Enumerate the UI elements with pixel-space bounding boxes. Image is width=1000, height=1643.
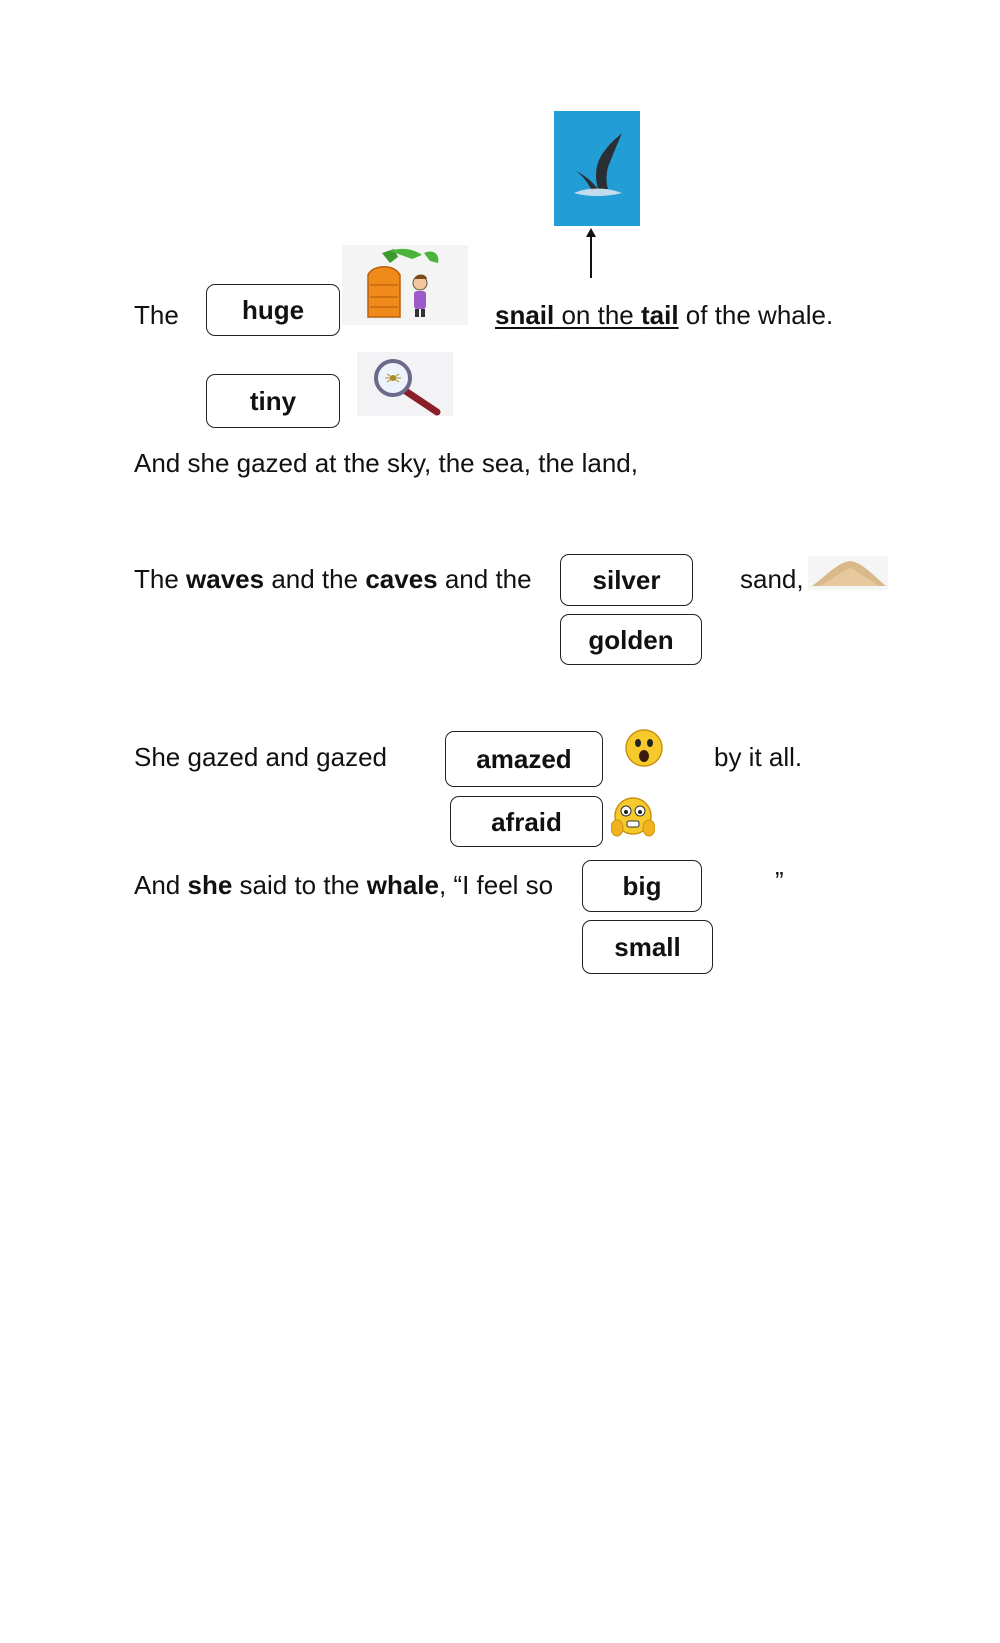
word-sand: sand, <box>740 564 804 594</box>
line4-end: by it all. <box>714 742 803 772</box>
closing-quote: ” <box>775 866 784 896</box>
line1-the: The <box>134 300 179 330</box>
line3-text <box>134 566 532 592</box>
word-the: The <box>134 564 187 594</box>
word-said-to-the: said to the <box>232 870 367 900</box>
word-snail: snail <box>495 300 555 330</box>
choice-huge[interactable]: huge <box>206 284 340 336</box>
line4-text: She gazed and gazed <box>134 742 387 772</box>
word-waves: waves <box>186 564 265 594</box>
line5-text <box>134 872 553 898</box>
choice-golden[interactable]: golden <box>560 614 702 665</box>
choice-big[interactable]: big <box>582 860 702 912</box>
line1-tail-sentence <box>495 302 833 328</box>
word-she: she <box>187 870 233 900</box>
word-and: And <box>134 870 188 900</box>
line2-text: And she gazed at the sky, the sea, the land, <box>134 448 638 478</box>
surprised-face-icon <box>624 728 664 768</box>
choice-tiny[interactable]: tiny <box>206 374 340 428</box>
word-of-the-whale: of the whale. <box>678 300 834 330</box>
choice-amazed[interactable]: amazed <box>445 731 603 787</box>
choice-afraid[interactable]: afraid <box>450 796 603 847</box>
carrot-icon <box>342 245 468 325</box>
word-whale: whale <box>366 870 439 900</box>
magnifier-icon <box>357 352 453 416</box>
word-and-the-1: and the <box>264 564 366 594</box>
sand-pile-icon <box>808 556 888 590</box>
word-tail: tail <box>640 300 679 330</box>
scared-face-icon <box>611 794 655 840</box>
word-i-feel-so: , “I feel so <box>438 870 554 900</box>
word-caves: caves <box>365 564 438 594</box>
whale-tail-icon <box>554 111 640 226</box>
choice-silver[interactable]: silver <box>560 554 693 606</box>
choice-small[interactable]: small <box>582 920 713 974</box>
word-on-the: on the <box>554 300 641 330</box>
arrow-up-icon <box>585 228 597 278</box>
word-and-the-2: and the <box>437 564 532 594</box>
